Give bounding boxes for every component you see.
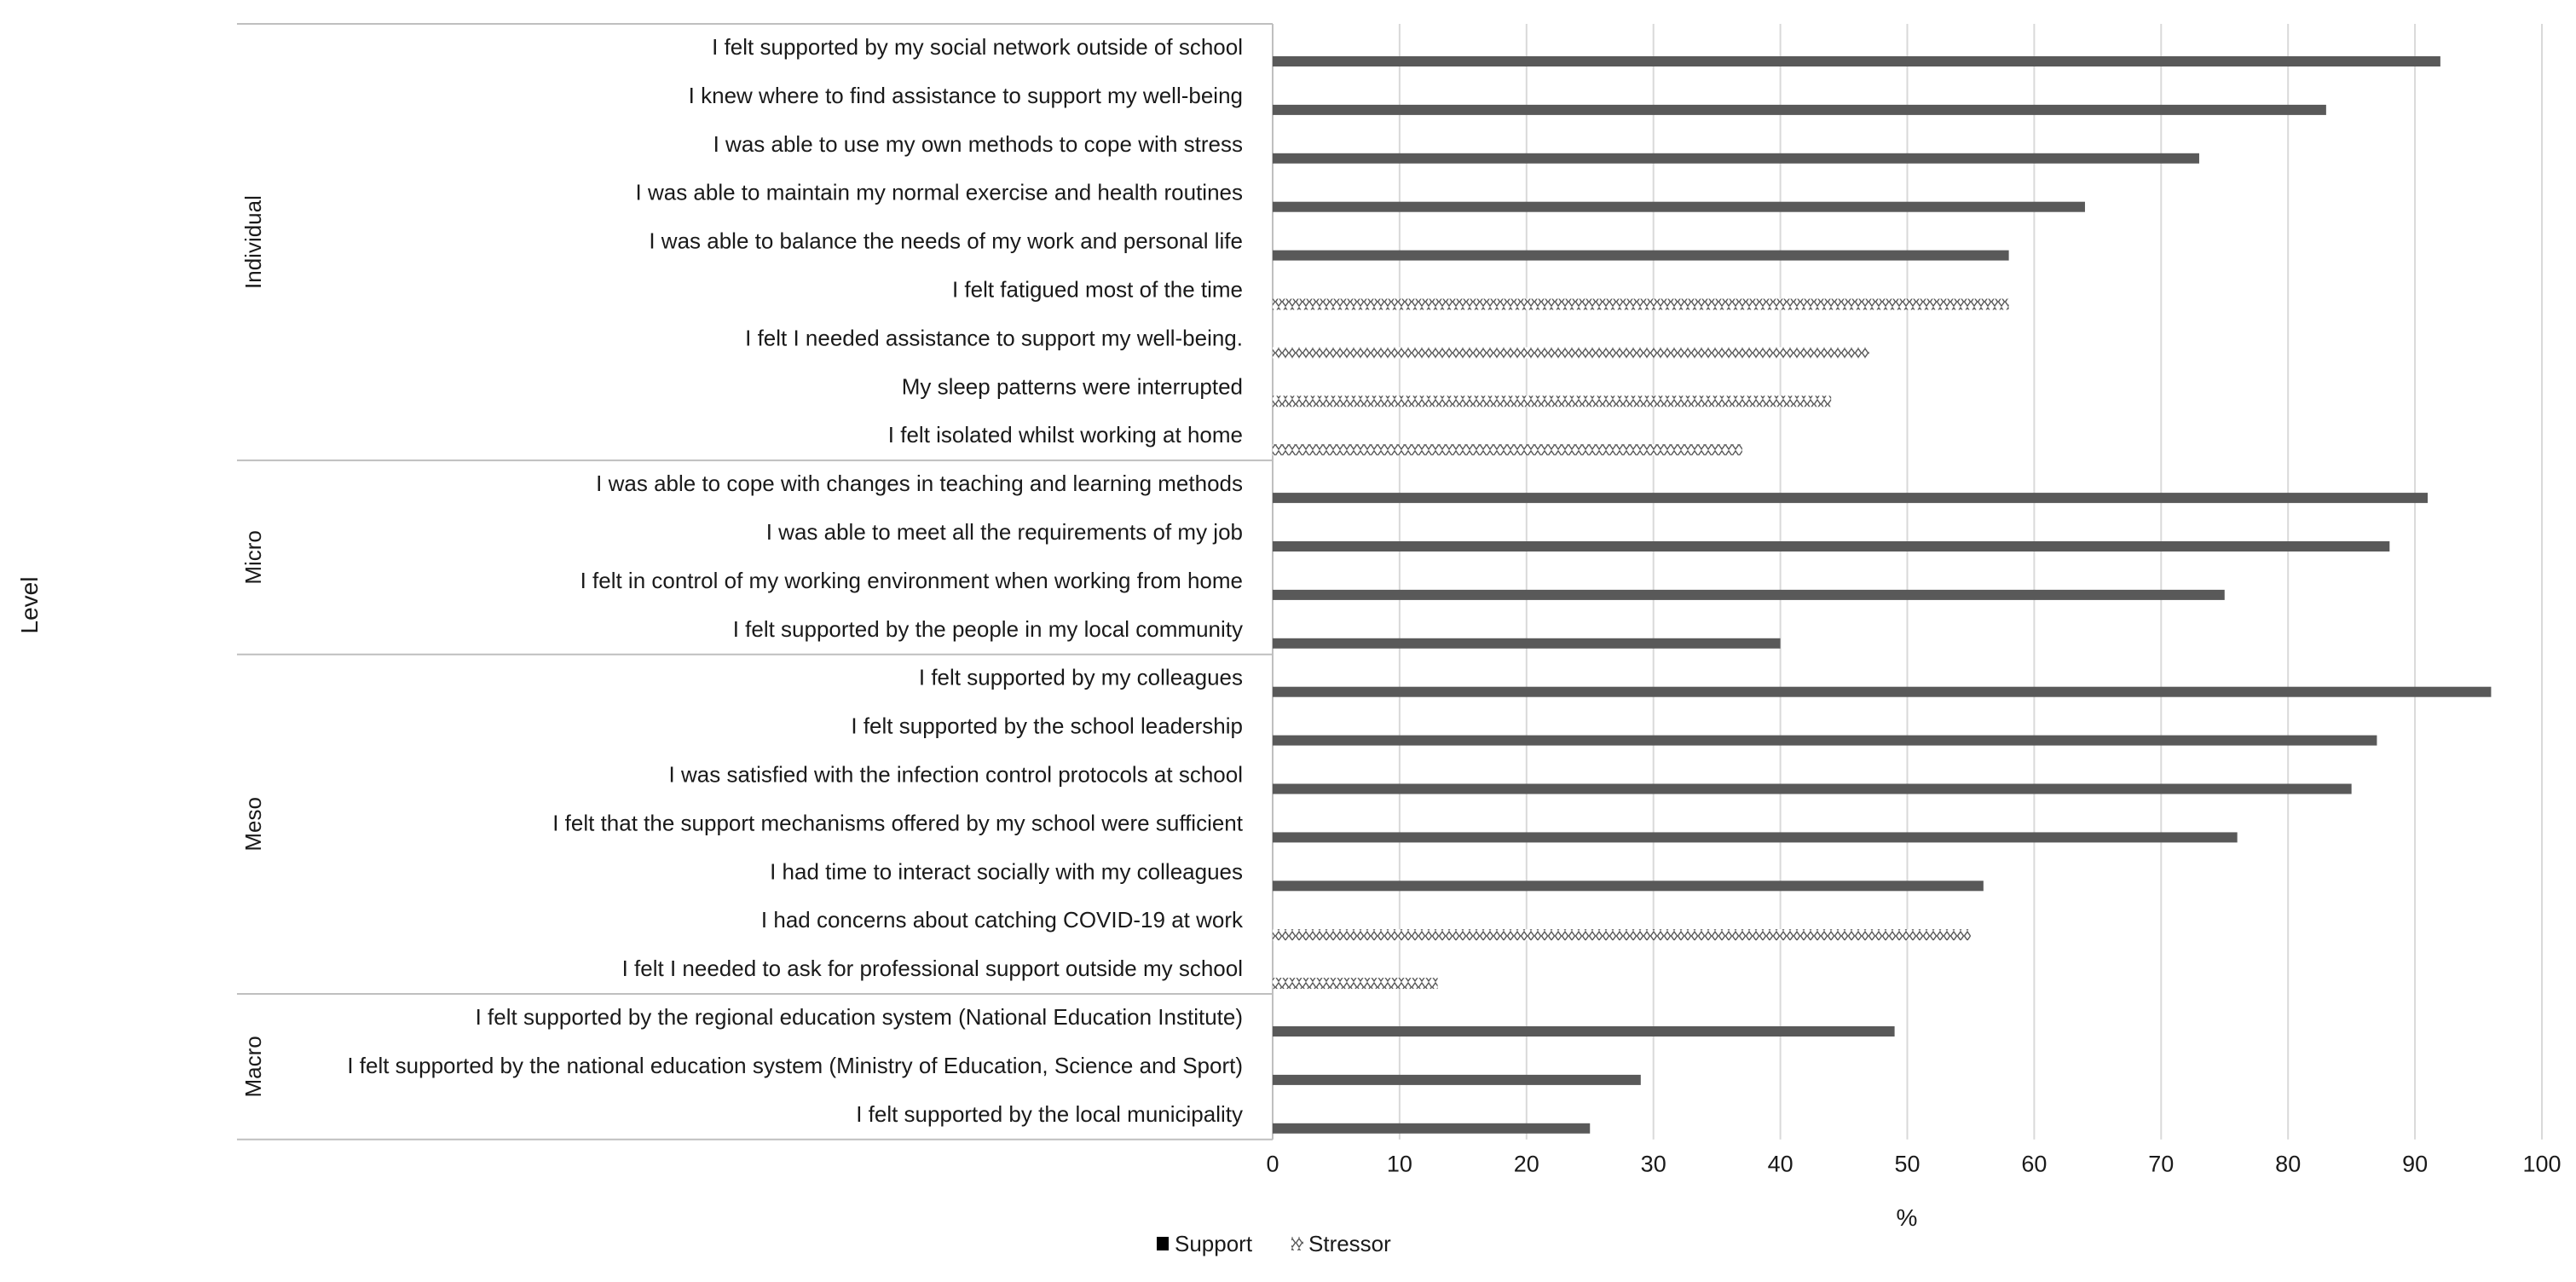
x-tick-label: 70	[2148, 1151, 2175, 1177]
x-tick-label: 90	[2402, 1151, 2429, 1177]
support-bar	[1273, 493, 2428, 503]
support-bar	[1273, 105, 2326, 115]
category-label: I had concerns about catching COVID-19 at work	[760, 907, 1243, 933]
support-bar	[1273, 251, 2009, 261]
legend-label-support: Support	[1175, 1231, 1253, 1256]
category-label: I felt supported by the school leadership	[851, 713, 1243, 739]
support-bar	[1273, 1075, 1641, 1085]
x-tick-label: 30	[1640, 1151, 1666, 1177]
legend-swatch-support	[1157, 1237, 1169, 1250]
category-label: I felt supported by the local municipality	[856, 1100, 1243, 1127]
category-label: I was able to maintain my normal exercise and health routines	[635, 179, 1243, 205]
legend-label-stressor: Stressor	[1308, 1231, 1391, 1256]
stressor-bar	[1273, 978, 1438, 989]
x-tick-label: 40	[1767, 1151, 1793, 1177]
category-labels	[347, 34, 1244, 1127]
level-labels	[240, 195, 266, 1097]
level-label: Micro	[240, 530, 266, 585]
level-label: Individual	[240, 195, 266, 289]
category-label: I had time to interact socially with my colleagues	[770, 858, 1243, 885]
category-label: I felt supported by the national education system (Ministry of Education, Science and Sport)	[347, 1052, 1243, 1078]
category-label: I felt supported by the people in my local community	[732, 615, 1243, 642]
support-bar	[1273, 832, 2238, 842]
stressor-bar	[1273, 299, 2009, 310]
level-label: Meso	[240, 797, 266, 852]
x-axis-title: %	[1896, 1204, 1918, 1231]
bars	[1273, 56, 2491, 1134]
support-bar	[1273, 1026, 1895, 1037]
category-label: I felt isolated whilst working at home	[887, 422, 1243, 448]
grid-lines	[1273, 24, 2542, 1140]
stressor-bar	[1273, 396, 1831, 407]
x-tick-label: 0	[1266, 1151, 1279, 1177]
stressor-bar	[1273, 444, 1742, 455]
support-bar	[1273, 590, 2225, 600]
legend	[1157, 1231, 1391, 1256]
stressor-bar	[1273, 929, 1971, 940]
category-label: I was able to meet all the requirements of my job	[765, 519, 1243, 545]
category-label: I was satisfied with the infection control protocols at school	[668, 761, 1243, 788]
category-label: I felt fatigued most of the time	[951, 276, 1243, 303]
stressor-bar	[1273, 347, 1869, 358]
x-tick-label: 10	[1386, 1151, 1412, 1177]
x-tick-label: 60	[2021, 1151, 2048, 1177]
support-bar	[1273, 541, 2389, 551]
support-bar	[1273, 881, 1984, 891]
level-label: Macro	[240, 1036, 266, 1098]
x-tick-label: 100	[2522, 1151, 2562, 1177]
category-label: I felt supported by my social network outside of school	[712, 34, 1243, 60]
support-bar	[1273, 736, 2377, 746]
y-axis-title: Level	[16, 576, 43, 634]
category-label: I felt I needed assistance to support my well-being.	[745, 325, 1243, 351]
support-bar	[1273, 153, 2199, 164]
category-label: I was able to balance the needs of my work and personal life	[649, 228, 1243, 254]
category-label: I felt I needed to ask for professional support outside my school	[621, 956, 1243, 982]
category-label: I felt that the support mechanisms offered by my school were sufficient	[552, 810, 1243, 836]
category-label: I felt supported by my colleagues	[918, 664, 1243, 690]
x-tick-label: 50	[1894, 1151, 1920, 1177]
support-bar	[1273, 687, 2491, 697]
category-label: I felt in control of my working environment when working from home	[580, 567, 1243, 593]
support-bar	[1273, 202, 2085, 212]
support-bar	[1273, 1123, 1590, 1134]
x-tick-label: 80	[2275, 1151, 2302, 1177]
category-label: My sleep patterns were interrupted	[901, 373, 1243, 400]
category-label: I was able to use my own methods to cope with stress	[713, 130, 1243, 157]
x-tick-label: 20	[1513, 1151, 1539, 1177]
category-label: I knew where to find assistance to support my well-being	[688, 82, 1243, 108]
support-bar	[1273, 56, 2440, 66]
legend-swatch-stressor	[1291, 1237, 1303, 1250]
x-axis-ticks	[1266, 1152, 2561, 1177]
category-label: I felt supported by the regional education system (National Education Institute)	[475, 1004, 1243, 1030]
category-label: I was able to cope with changes in teaching and learning methods	[596, 471, 1243, 497]
support-bar	[1273, 638, 1781, 649]
support-bar	[1273, 784, 2352, 794]
